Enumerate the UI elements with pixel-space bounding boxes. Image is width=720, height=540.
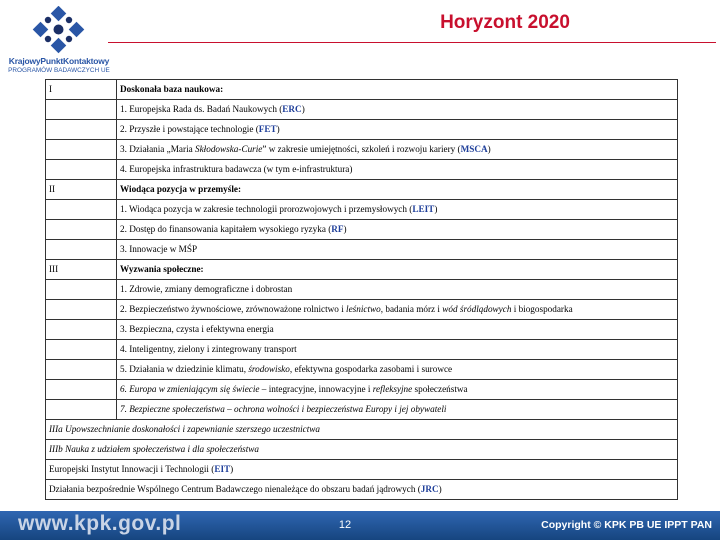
program-structure-table (45, 79, 678, 500)
section-heading: Wiodąca pozycja w przemyśle: (117, 180, 678, 200)
section-numeral: I (46, 80, 117, 100)
table-row (46, 400, 678, 420)
section-numeral: III (46, 260, 117, 280)
pillar-item: 1. Zdrowie, zmiany demograficzne i dobrostan (117, 280, 678, 300)
pillar-item: 2. Dostęp do finansowania kapitałem wysokiego ryzyka (RF) (117, 220, 678, 240)
table-row (46, 340, 678, 360)
table-row (46, 480, 678, 500)
table-row (46, 200, 678, 220)
table-row (46, 160, 678, 180)
pillar-item: 4. Inteligentny, zielony i zintegrowany transport (117, 340, 678, 360)
table-row (46, 280, 678, 300)
table-row (46, 380, 678, 400)
pillar-item: 7. Bezpieczne społeczeństwa – ochrona wolności i bezpieczeństwa Europy i jej obywateli (117, 400, 678, 420)
table-row (46, 260, 678, 280)
pillar-item: 3. Bezpieczna, czysta i efektywna energia (117, 320, 678, 340)
kpk-logo (4, 6, 112, 76)
table-row (46, 220, 678, 240)
program-code: RF (331, 224, 344, 234)
section-heading: Doskonała baza naukowa: (117, 80, 678, 100)
table-row (46, 80, 678, 100)
table-row (46, 360, 678, 380)
pillar-item: 3. Innowacje w MŚP (117, 240, 678, 260)
extra-item: IIIb Nauka z udziałem społeczeństwa i dla społeczeństwa (46, 440, 678, 460)
footer-bar (0, 511, 720, 540)
logo-text-line1: KrajowyPunktKontaktowy (8, 56, 110, 66)
extra-item: Działania bezpośrednie Wspólnego Centrum Badawczego nienależące do obszaru badań jądrowych (JRC) (46, 480, 678, 500)
table-row (46, 420, 678, 440)
copyright-text: Copyright © KPK PB UE IPPT PAN (541, 519, 712, 531)
logo-text-line2: PROGRAMÓW BADAWCZYCH UE (8, 67, 110, 74)
pillar-item: 2. Przyszłe i powstające technologie (FET) (117, 120, 678, 140)
program-code: LEIT (412, 204, 435, 214)
pillar-item: 5. Działania w dziedzinie klimatu, środowisko, efektywna gospodarka zasobami i surowce (117, 360, 678, 380)
pillar-item: 3. Działania „Maria Skłodowska-Curie” w zakresie umiejętności, szkoleń i rozwoju kariery (MSCA) (117, 140, 678, 160)
extra-item: Europejski Instytut Innowacji i Technologii (EIT) (46, 460, 678, 480)
program-code: ERC (282, 104, 302, 114)
page-number: 12 (338, 519, 352, 531)
table-row (46, 100, 678, 120)
title-divider (108, 42, 716, 43)
table-row (46, 300, 678, 320)
program-code: EIT (214, 464, 231, 474)
pillar-item: 1. Europejska Rada ds. Badań Naukowych (ERC) (117, 100, 678, 120)
footer-url-link[interactable]: www.kpk.gov.pl (18, 512, 182, 535)
table-row (46, 460, 678, 480)
kpk-logo-icon (32, 6, 86, 54)
program-code: FET (258, 124, 277, 134)
table-row (46, 440, 678, 460)
table-row (46, 180, 678, 200)
pillar-item: 4. Europejska infrastruktura badawcza (w tym e-infrastruktura) (117, 160, 678, 180)
pillar-item: 6. Europa w zmieniającym się świecie – integracyjne, innowacyjne i refleksyjne społeczeństwa (117, 380, 678, 400)
slide-title: Horyzont 2020 (440, 12, 570, 33)
table-row (46, 120, 678, 140)
section-heading: Wyzwania społeczne: (117, 260, 678, 280)
pillar-item: 1. Wiodąca pozycja w zakresie technologii prorozwojowych i przemysłowych (LEIT) (117, 200, 678, 220)
extra-item: IIIa Upowszechnianie doskonałości i zapewnianie szerszego uczestnictwa (46, 420, 678, 440)
table-row (46, 140, 678, 160)
program-code: JRC (420, 484, 439, 494)
program-code: MSCA (460, 144, 488, 154)
pillar-item: 2. Bezpieczeństwo żywnościowe, zrównoważone rolnictwo i leśnictwo, badania mórz i wód śródlądowych i biogospodarka (117, 300, 678, 320)
table-row (46, 240, 678, 260)
section-numeral: II (46, 180, 117, 200)
table-row (46, 320, 678, 340)
